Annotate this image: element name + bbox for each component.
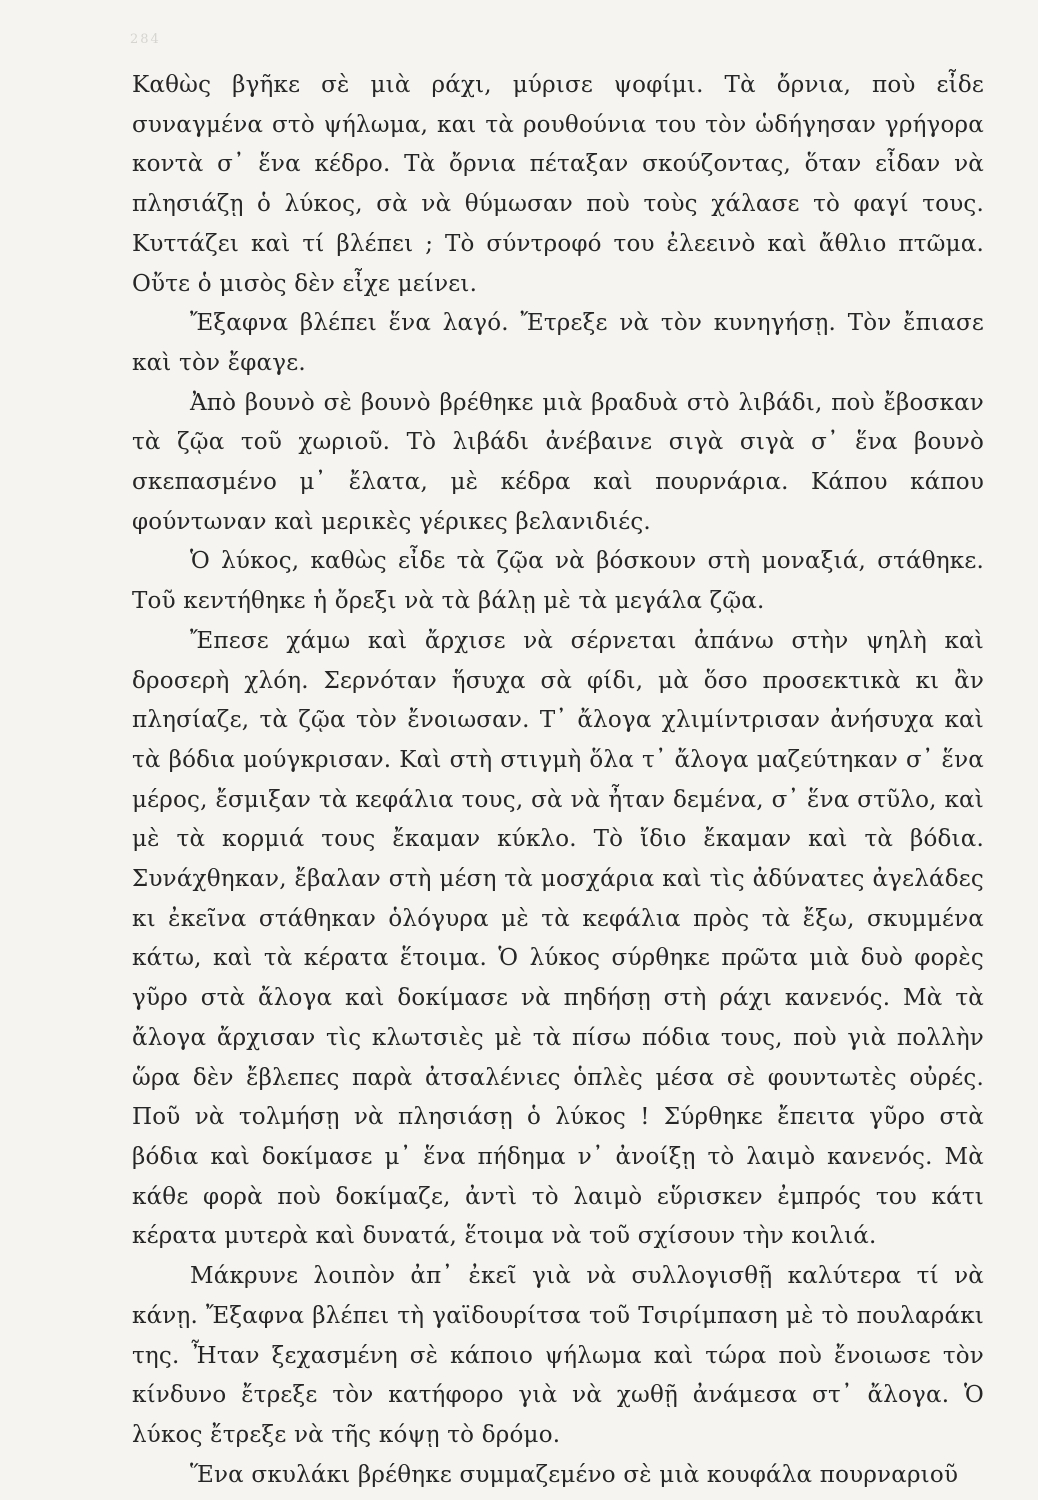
paragraph-1: Καθὼς βγῆκε σὲ μιὰ ράχι, μύρισε ψοφίμι. Τὰ ὄρνια, ποὺ εἶδε συναγμένα στὸ ψήλωμα, και τὰ ρουθούνια του τὸν ὡδήγησαν γρήγορα κοντὰ σ᾽ ἕνα κέδρο. Τὰ ὄρνια πέταξαν σκούζοντας, ὅταν εἶδαν νὰ πλησιάζῃ ὁ λύκος, σὰ νὰ θύμωσαν ποὺ τοὺς χάλασε τὸ φαγί τους. Κυττάζει καὶ τί βλέπει ; Τὸ σύντροφό του ἐλεεινὸ καὶ ἄθλιο πτῶμα. Οὔτε ὁ μισὸς δὲν εἶχε μείνει. bbox=[132, 72, 984, 297]
body-text bbox=[132, 66, 984, 1495]
paragraph-5: Ἔπεσε χάμω καὶ ἄρχισε νὰ σέρνεται ἀπάνω στὴν ψηλὴ καὶ δροσερὴ χλόη. Σερνόταν ἥσυχα σὰ φίδι, μὰ ὅσο προσεκτικὰ κι ἂν πλησίαζε, τὰ ζῷα τὸν ἔνοιωσαν. Τ᾽ ἄλογα χλιμίντρισαν ἀνήσυχα καὶ τὰ βόδια μούγκρισαν. Καὶ στὴ στιγμὴ ὅλα τ᾽ ἄλογα μαζεύτηκαν σ᾽ ἕνα μέρος, ἔσμιξαν τὰ κεφάλια τους, σὰ νὰ ἦταν δεμένα, σ᾽ ἕνα στῦλο, καὶ μὲ τὰ κορμιά τους ἔκαμαν κύκλο. Τὸ ἴδιο ἔκαμαν καὶ τὰ βόδια. Συνάχθηκαν, ἔβαλαν στὴ μέση τὰ μοσχάρια καὶ τὶς ἀδύνατες ἀγελάδες κι ἐκεῖνα στάθηκαν ὁλόγυρα μὲ τὰ κεφάλια πρὸς τὰ ἔξω, σκυμμένα κάτω, καὶ τὰ κέρατα ἕτοιμα. Ὁ λύκος σύρθηκε πρῶτα μιὰ δυὸ φορὲς γῦρο στὰ ἄλογα καὶ δοκίμασε νὰ πηδήσῃ στὴ ράχι κανενός. Μὰ τὰ ἄλογα ἄρχισαν τὶς κλωτσιὲς μὲ τὰ πίσω πόδια τους, ποὺ γιὰ πολλὴν ὥρα δὲν ἔβλεπες παρὰ ἀτσαλένιες ὁπλὲς μέσα σὲ φουντωτὲς οὐρές. Ποῦ νὰ τολμήσῃ νὰ πλησιάσῃ ὁ λύκος ! Σύρθηκε ἔπειτα γῦρο στὰ βόδια καὶ δοκίμασε μ᾽ ἕνα πήδημα ν᾽ ἀνοίξῃ τὸ λαιμὸ κανενός. Μὰ κάθε φορὰ ποὺ δοκίμαζε, ἀντὶ τὸ λαιμὸ εὕρισκεν ἐμπρός του κάτι κέρατα μυτερὰ καὶ δυνατά, ἕτοιμα νὰ τοῦ σχίσουν τὴν κοιλιά. bbox=[132, 627, 984, 1250]
paragraph-2: Ἔξαφνα βλέπει ἕνα λαγό. Ἔτρεξε νὰ τὸν κυνηγήσῃ. Τὸν ἔπιασε καὶ τὸν ἔφαγε. bbox=[132, 310, 984, 376]
paragraph-7: Ἕνα σκυλάκι βρέθηκε συμμαζεμένο σὲ μιὰ κουφάλα πουρναριοῦ bbox=[190, 1461, 959, 1488]
paragraph-4: Ὁ λύκος, καθὼς εἶδε τὰ ζῷα νὰ βόσκουν στὴ μοναξιά, στάθηκε. Τοῦ κεντήθηκε ἡ ὄρεξι νὰ τὰ βάλῃ μὲ τὰ μεγάλα ζῷα. bbox=[132, 548, 984, 615]
paragraph-3: Ἀπὸ βουνὸ σὲ βουνὸ βρέθηκε μιὰ βραδυὰ στὸ λιβάδι, ποὺ ἔβοσκαν τὰ ζῷα τοῦ χωριοῦ. Τὸ λιβάδι ἀνέβαινε σιγὰ σιγὰ σ᾽ ἕνα βουνὸ σκεπασμένο μ᾽ ἔλατα, μὲ κέδρα καὶ πουρνάρια. Κάπου κάπου φούντωναν καὶ μερικὲς γέρικες βελανιδιές. bbox=[132, 389, 984, 535]
page-number: 284 bbox=[130, 32, 161, 47]
paragraph-6: Μάκρυνε λοιπὸν ἀπ᾽ ἐκεῖ γιὰ νὰ συλλογισθῇ καλύτερα τί νὰ κάνῃ. Ἔξαφνα βλέπει τὴ γαϊδουρίτσα τοῦ Τσιρίμπαση μὲ τὸ πουλαράκι της. Ἦταν ξεχασμένη σὲ κάποιο ψήλωμα καὶ τώρα ποὺ ἔνοιωσε τὸν κίνδυνο ἔτρεξε τὸν κατήφορο γιὰ νὰ χωθῇ ἀνάμεσα στ᾽ ἄλογα. Ὁ λύκος ἔτρεξε νὰ τῆς κόψῃ τὸ δρόμο. bbox=[132, 1263, 984, 1448]
